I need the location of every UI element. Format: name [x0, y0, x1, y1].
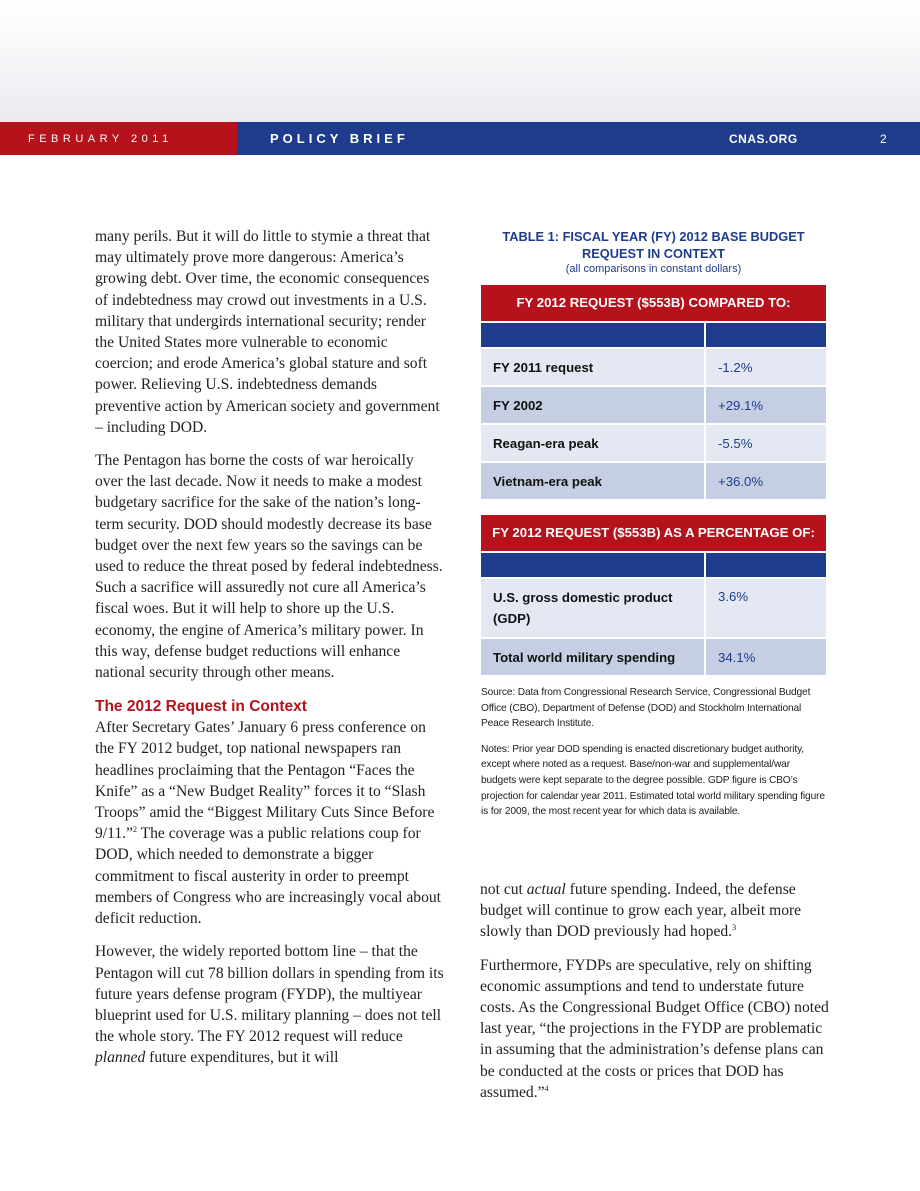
- footnote-ref-3[interactable]: 3: [732, 923, 737, 933]
- table-section-1-column-bar: [481, 323, 826, 347]
- budget-table: [481, 228, 826, 820]
- table-title: TABLE 1: FISCAL YEAR (FY) 2012 BASE BUDGET REQUEST IN CONTEXT: [502, 229, 805, 261]
- paragraph-4: [95, 941, 445, 1068]
- table-section-2-header: FY 2012 REQUEST ($553B) AS A PERCENTAGE OF:: [481, 515, 826, 551]
- table-section-2-column-bar: [481, 553, 826, 577]
- header-site-link[interactable]: CNAS.ORG: [729, 132, 798, 146]
- table-row: [481, 425, 826, 461]
- header-bar: [0, 122, 920, 155]
- table-row: [481, 349, 826, 385]
- paragraph-4-emphasis: planned: [95, 1049, 146, 1067]
- table-row-label: Reagan-era peak: [481, 425, 704, 461]
- table-row-label: FY 2002: [481, 387, 704, 423]
- table-row-value: +36.0%: [706, 463, 826, 499]
- paragraph-3-text-b: The coverage was a public relations coup for DOD, which needed to demonstrate a bigger commitment to fiscal austerity in order to preempt members of Congress who are increasingly vocal about deficit reduction.: [95, 825, 441, 928]
- table-row: [481, 463, 826, 499]
- header-date-block: [0, 122, 237, 155]
- left-column: [95, 226, 445, 1081]
- table-row: [481, 387, 826, 423]
- table-source-note: Source: Data from Congressional Research Service, Congressional Budget Office (CBO), Department of Defense (DOD) and Stockholm International Peace Research Institute.: [481, 687, 811, 730]
- paragraph-5-text-b: future spending. Indeed, the defense budget will continue to grow each year, albeit more slowly than DOD previously had hoped.: [480, 881, 802, 941]
- table-row: [481, 579, 826, 637]
- paragraph-2: The Pentagon has borne the costs of war heroically over the last decade. Now it needs to make a modest budgetary sacrifice for the sake of the nation’s long-term security. DOD should modestly decrease its base budget over the next few years so the savings can be used to reduce the threat posed by federal indebtedness. Such a sacrifice will assuredly not cure all America’s fiscal woes. But it will help to shore up the U.S. economy, the engine of America’s military power. In this way, defense budget reductions will enhance national security through other means.: [95, 452, 443, 682]
- table-row-value: 3.6%: [706, 579, 826, 637]
- table-row-value: -5.5%: [706, 425, 826, 461]
- table-notes: [481, 685, 826, 820]
- table-row-label: Total world military spending: [481, 639, 704, 675]
- table-row-value: -1.2%: [706, 349, 826, 385]
- table-row: [481, 639, 826, 675]
- table-notes-text: Notes: Prior year DOD spending is enacted discretionary budget authority, except where noted as a request. Base/non-war and supplemental/war budgets were kept separate to the degree possible. GDP figure is CBO’s projection for calendar year 2011. Estimated total world military spending figure is for 2009, the most recent year for which data is available.: [481, 743, 825, 818]
- right-column-text: [480, 879, 830, 1115]
- table-row-label: U.S. gross domestic product (GDP): [481, 579, 704, 637]
- table-row-value: 34.1%: [706, 639, 826, 675]
- paragraph-1: many perils. But it will do little to stymie a threat that may ultimately prove more dangerous: America’s growing debt. Over time, the economic consequences of indebtedness may crowd out investments in a U.S. military that undergirds international security; render the United States more vulnerable to economic coercion; and erode America’s global stature and soft power. Relieving U.S. indebtedness demands preventive action by American society and government – including DOD.: [95, 228, 440, 436]
- paragraph-5-emphasis: actual: [526, 881, 566, 898]
- table-row-value: +29.1%: [706, 387, 826, 423]
- paragraph-6-text: Furthermore, FYDPs are speculative, rely on shifting economic assumptions and tend to understate future costs. As the Congressional Budget Office (CBO) noted last year, “the projections in the FYDP are problematic in assuming that the administration’s defense plans can be conducted at the costs or prices that DOD has assumed.”: [480, 956, 829, 1101]
- paragraph-6: [480, 955, 830, 1103]
- footnote-ref-2[interactable]: 2: [132, 825, 137, 835]
- table-row-label: Vietnam-era peak: [481, 463, 704, 499]
- header-title-block: [237, 122, 920, 155]
- paragraph-5: [480, 879, 830, 943]
- page-top-background: [0, 0, 920, 122]
- paragraph-4-text-b: future expenditures, but it will: [145, 1049, 339, 1067]
- paragraph-3: [95, 717, 445, 929]
- section-heading: The 2012 Request in Context: [95, 698, 307, 716]
- footnote-ref-4[interactable]: 4: [544, 1083, 549, 1093]
- paragraph-3-text-a: After Secretary Gates’ January 6 press conference on the FY 2012 budget, top national newspapers ran headlines proclaiming that the Pentagon “Faces the Knife” as a “New Budget Reality” forces it to “Slash Troops” amid the “Biggest Military Cuts Since Before 9/11.”: [95, 719, 435, 843]
- paragraph-4-text-a: However, the widely reported bottom line – that the Pentagon will cut 78 billion dollars in spending from its future years defense program (FYDP), the multiyear blueprint used for U.S. military planning – does not tell the whole story. The FY 2012 request will reduce: [95, 943, 444, 1046]
- page-number: 2: [880, 132, 887, 146]
- paragraph-5-text-a: not cut: [480, 881, 527, 898]
- table-section-1-header: FY 2012 REQUEST ($553B) COMPARED TO:: [481, 285, 826, 321]
- header-policy-brief: POLICY BRIEF: [270, 131, 409, 146]
- header-date: FEBRUARY 2011: [28, 132, 173, 145]
- table-row-label: FY 2011 request: [481, 349, 704, 385]
- table-subtitle: (all comparisons in constant dollars): [565, 263, 742, 275]
